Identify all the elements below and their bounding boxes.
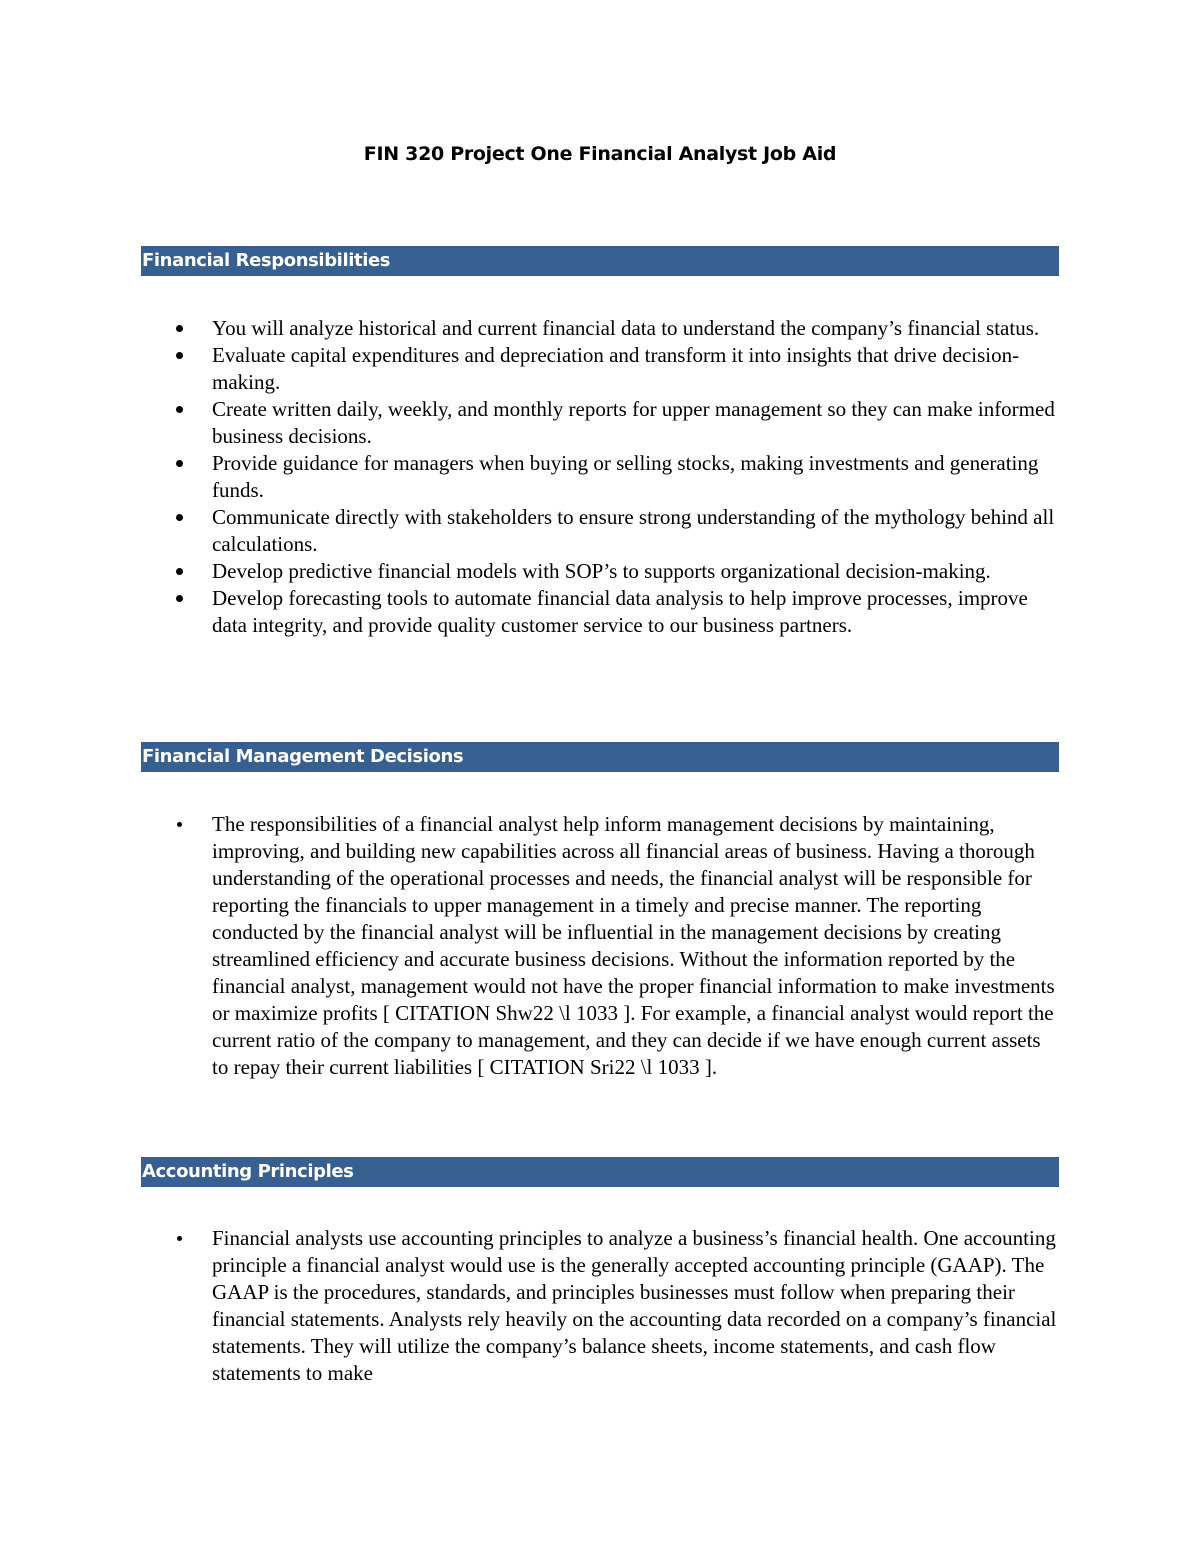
management-decisions-list [141, 811, 1061, 1081]
section-heading-label: Financial Management Decisions [142, 746, 464, 767]
section-heading-financial-management-decisions [141, 742, 1059, 772]
section-heading-financial-responsibilities [141, 246, 1059, 276]
list-item: Develop forecasting tools to automate financial data analysis to help improve processes, improve data integrity, and provide quality customer service to our business partners. [141, 585, 1061, 639]
list-item: The responsibilities of a financial analyst help inform management decisions by maintaining, improving, and building new capabilities across all financial areas of business. Having a thorough understanding of the operational processes and needs, the financial analyst will be responsible for reporting the financials to upper management in a timely and precise manner. The reporting conducted by the financial analyst will be influential in the management decisions by creating streamlined efficiency and accurate business decisions. Without the information reported by the financial analyst, management would not have the proper financial information to make investments or maximize profits [ CITATION Shw22 \l 1033 ]. For example, a financial analyst would report the current ratio of the company to management, and they can decide if we have enough current assets to repay their current liabilities [ CITATION Sri22 \l 1033 ]. [141, 811, 1061, 1081]
section-heading-accounting-principles [141, 1157, 1059, 1187]
section-heading-label: Accounting Principles [142, 1161, 354, 1182]
list-item: Provide guidance for managers when buying or selling stocks, making investments and generating funds. [141, 450, 1061, 504]
list-item: Create written daily, weekly, and monthly reports for upper management so they can make informed business decisions. [141, 396, 1061, 450]
list-item: Evaluate capital expenditures and depreciation and transform it into insights that drive decision-making. [141, 342, 1061, 396]
list-item: You will analyze historical and current financial data to understand the company’s financial status. [141, 315, 1061, 342]
responsibilities-list [141, 315, 1061, 639]
list-item: Communicate directly with stakeholders to ensure strong understanding of the mythology behind all calculations. [141, 504, 1061, 558]
accounting-principles-list [141, 1225, 1061, 1387]
list-item: Financial analysts use accounting principles to analyze a business’s financial health. One accounting principle a financial analyst would use is the generally accepted accounting principle (GAAP). The GAAP is the procedures, standards, and principles businesses must follow when preparing their financial statements. Analysts rely heavily on the accounting data recorded on a company’s financial statements. They will utilize the company’s balance sheets, income statements, and cash flow statements to make [141, 1225, 1061, 1387]
section-heading-label: Financial Responsibilities [142, 250, 391, 271]
document-title: FIN 320 Project One Financial Analyst Job Aid [363, 143, 837, 165]
list-item: Develop predictive financial models with SOP’s to supports organizational decision-making. [141, 558, 1061, 585]
